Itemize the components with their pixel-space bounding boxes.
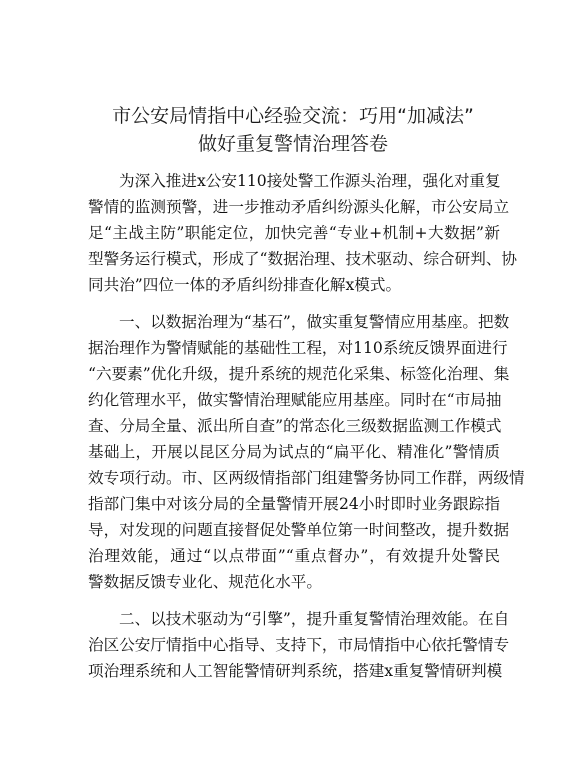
section1-line: 导，对发现的问题直接督促处警单位第一时间整改，提升数据 <box>88 521 510 539</box>
section1-line: 警数据反馈专业化、规范化水平。 <box>88 573 322 591</box>
section1-line: 治理效能，通过“以点带面”“重点督办”，有效提升处警民 <box>88 547 500 565</box>
section2-line: 项治理系统和人工智能警情研判系统，搭建x重复警情研判模 <box>88 662 503 680</box>
section1-line: 效专项行动。市、区两级情指部门组建警务协同工作群，两级情 <box>88 469 525 487</box>
intro-line: 足“主战主防”职能定位，加快完善“专业+机制+大数据”新 <box>88 224 500 242</box>
document-title-line-1: 市公安局情指中心经验交流：巧用“加减法” <box>112 105 474 127</box>
section2-line: 治区公安厅情指中心指导、支持下，市局情指中心依托警情专 <box>88 636 510 654</box>
intro-line: 型警务运行模式，形成了“数据治理、技术驱动、综合研判、协 <box>88 250 518 268</box>
section1-line: 基础上，开展以昆区分局为试点的“扁平化、精准化”警情质 <box>88 443 500 461</box>
intro-line: 警情的监测预警，进一步推动矛盾纠纷源头化解，市公安局立 <box>88 198 510 216</box>
section2-line: 二、以技术驱动为“引擎”，提升重复警情治理效能。在自 <box>119 610 510 628</box>
section1-line: 据治理作为警情赋能的基础性工程，对110系统反馈界面进行 <box>88 339 508 357</box>
section1-line: 指部门集中对该分局的全量警情开展24小时即时业务跟踪指 <box>88 495 500 513</box>
document-title-line-2: 做好重复警情治理答卷 <box>197 133 388 155</box>
section1-line: “六要素”优化升级，提升系统的规范化采集、标签化治理、集 <box>88 365 510 383</box>
section1-line: 查、分局全量、派出所自查”的常态化三级数据监测工作模式 <box>88 417 502 435</box>
intro-line: 同共治”四位一体的矛盾纠纷排查化解x模式。 <box>88 276 402 294</box>
section1-line: 一、以数据治理为“基石”，做实重复警情应用基座。把数 <box>119 313 510 331</box>
section1-line: 约化管理水平，做实警情治理赋能应用基座。同时在“市局抽 <box>88 391 502 409</box>
intro-line: 为深入推进x公安110接处警工作源头治理，强化对重复 <box>119 172 501 190</box>
